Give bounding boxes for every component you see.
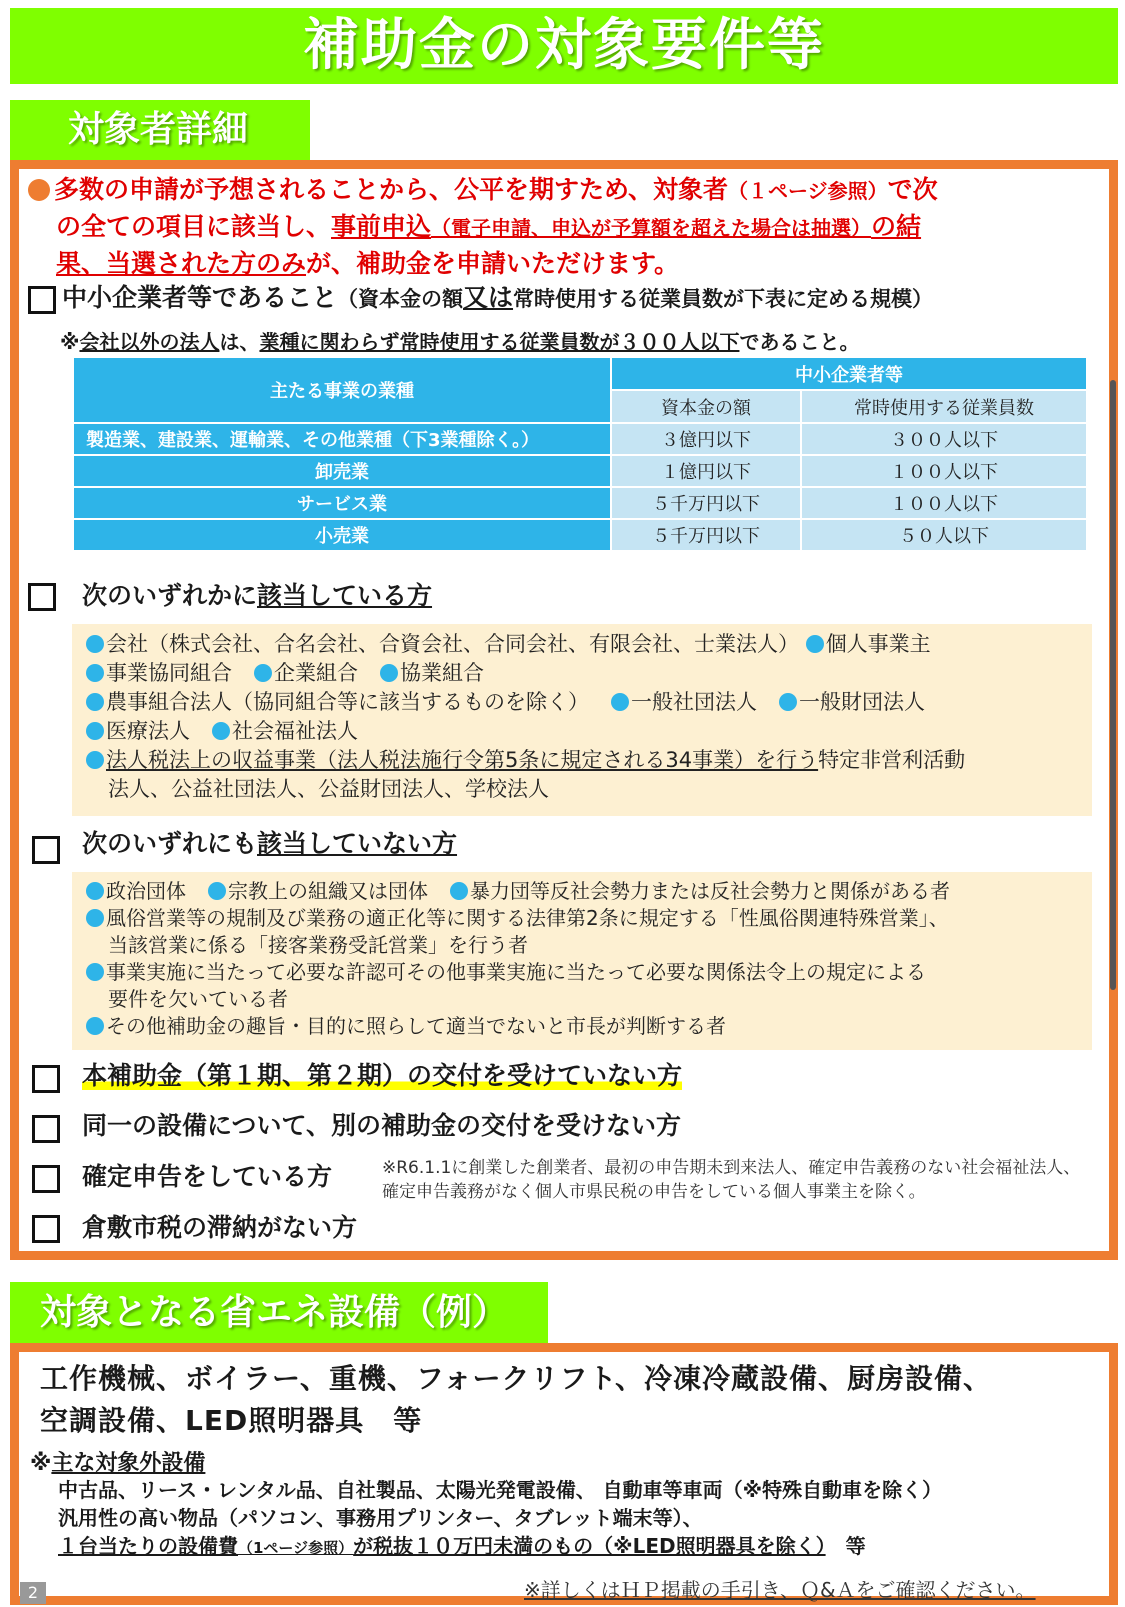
checkbox-applicable-entity[interactable] [28,583,56,611]
equipment-examples: 工作機械、ボイラー、重機、フォークリフト、冷凍冷蔵設備、厨房設備、 空調設備、LED照明器具 等 [40,1362,992,1437]
table-header-employees: 常時使用する従業員数 [802,391,1086,422]
requirement-not-applicable: 次のいずれにも該当していない方 [82,829,458,858]
blue-bullet-icon [86,722,104,740]
checkbox-no-prior-grant[interactable] [32,1065,60,1093]
requirement-no-prior-grant: 本補助金（第１期、第２期）の交付を受けていない方 [82,1061,683,1090]
checkbox-not-applicable[interactable] [32,836,60,864]
blue-bullet-icon [86,693,104,711]
requirement-sme: 中小企業者等であること（資本金の額又は常時使用する従業員数が下表に定める規模） [62,283,934,312]
page-title: 補助金の対象要件等 [10,8,1118,84]
requirement-applicable: 次のいずれかに該当している方 [82,581,433,610]
row-industry: 小売業 [74,520,610,550]
row-capital: ５千万円以下 [612,520,800,550]
row-employees: ５０人以下 [802,520,1086,550]
blue-bullet-icon [208,882,226,900]
blue-bullet-icon [86,635,104,653]
scrollbar[interactable] [1110,380,1116,990]
table-header-industry: 主たる事業の業種 [74,358,610,422]
blue-bullet-icon [212,722,230,740]
row-industry: 製造業、建設業、運輸業、その他業種（下3業種除く。） [74,424,610,454]
section-tab-equipment: 対象となる省エネ設備（例） [10,1282,548,1344]
excluded-equipment-heading: ※主な対象外設備 [30,1451,206,1476]
blue-bullet-icon [806,635,824,653]
row-employees: １００人以下 [802,488,1086,518]
sme-scale-table [72,356,1088,552]
tax-return-note: ※R6.1.1に創業した創業者、最初の申告期未到来法人、確定申告義務のない社会福祉法人、確定申告義務がなく個人市県民税の申告をしている個人事業主を除く。 [382,1158,1081,1202]
excluded-entity-list: 政治団体 宗教上の組織又は団体 暴力団等反社会勢力または反社会勢力と関係がある者 風俗営業等の規制及び業務の適正化等に関する法律第2条に規定する「性風俗関連特殊営業」、 当該営業に係る「接客業務受託営業」を行う者 事業実施に当たって必要な許認可その他事業実施に当たって必要な関係法令上の規定による 要件を欠いている者 その他補助金の趣旨・目的に照らして適当でないと市長が判断する者 [72,872,1092,1050]
requirement-no-other-subsidy: 同一の設備について、別の補助金の交付を受けない方 [82,1111,682,1140]
row-industry: サービス業 [74,488,610,518]
footnote-guide-link[interactable]: ※詳しくはＨＰ掲載の手引き、Ｑ&Ａをご確認ください。 [524,1578,1036,1602]
table-header-capital: 資本金の額 [612,391,800,422]
blue-bullet-icon [611,693,629,711]
page-number: 2 [20,1582,46,1604]
row-employees: ３００人以下 [802,424,1086,454]
blue-bullet-icon [86,909,104,927]
applicable-entity-list: 会社（株式会社、合名会社、合資会社、合同会社、有限会社、士業法人） 個人事業主 事業協同組合 企業組合 協業組合 農事組合法人（協同組合等に該当するものを除く） 一般社団法人 一般財団法人 医療法人 社会福祉法人 法人税法上の収益事業（法人税法施行令第5条に規定される34事業）を行う特定非営利活動 法人、公益社団法人、公益財団法人、学校法人 [72,624,1092,816]
checkbox-sme[interactable] [28,286,56,314]
table-row [74,488,1086,518]
blue-bullet-icon [86,963,104,981]
blue-bullet-icon [450,882,468,900]
checkbox-no-other-subsidy[interactable] [32,1115,60,1143]
orange-bullet-icon [28,179,50,201]
table-header-sme: 中小企業者等 [612,358,1086,389]
excluded-equipment-list: 中古品、リース・レンタル品、自社製品、太陽光発電設備、 自動車等車両（※特殊自動車を除く） 汎用性の高い物品（パソコン、事務用プリンター、タブレット端末等）、 １台当たりの設備費（1ページ参照）が税抜１０万円未満のもの（※LED照明器具を除く） 等 [58,1478,943,1558]
blue-bullet-icon [779,693,797,711]
table-row [74,456,1086,486]
non-company-note: ※会社以外の法人は、業種に関わらず常時使用する従業員数が３００人以下であること。 [60,330,860,354]
blue-bullet-icon [380,664,398,682]
requirement-no-tax-arrears: 倉敷市税の滞納がない方 [82,1213,358,1242]
blue-bullet-icon [86,751,104,769]
row-capital: １億円以下 [612,456,800,486]
row-industry: 卸売業 [74,456,610,486]
checkbox-no-tax-arrears[interactable] [32,1215,60,1243]
section-tab-target-details: 対象者詳細 [10,100,310,160]
row-capital: ５千万円以下 [612,488,800,518]
row-employees: １００人以下 [802,456,1086,486]
blue-bullet-icon [86,882,104,900]
table-row [74,424,1086,454]
blue-bullet-icon [86,664,104,682]
blue-bullet-icon [86,1017,104,1035]
intro-notice: 多数の申請が予想されることから、公平を期すため、対象者（１ページ参照）で次 の全ての項目に該当し、事前申込（電子申請、申込が予算額を超えた場合は抽選）の結 果、当選された方のみが、補助金を申請いただけます。 [28,172,1098,281]
requirement-tax-return: 確定申告をしている方 [82,1162,333,1191]
checkbox-tax-return[interactable] [32,1165,60,1193]
blue-bullet-icon [254,664,272,682]
table-row [74,520,1086,550]
row-capital: ３億円以下 [612,424,800,454]
